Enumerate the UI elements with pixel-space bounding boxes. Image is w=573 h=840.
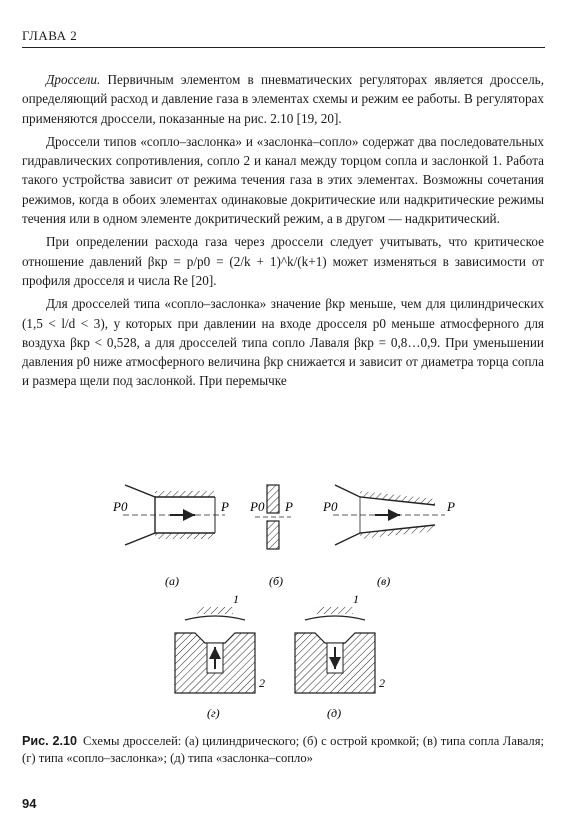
panel-label-g: (г) [207, 706, 220, 720]
paragraph-3 [22, 232, 544, 290]
paragraph-3-text: При определении расхода газа через дроссели следует учитывать, что критическое отношение давлений βкр = p/p0 = (2/k + 1)^k/(k+1) может изменяться в зависимости от профиля дросселя и числа Re [20]. [22, 234, 544, 288]
scheme-flapper-nozzle [295, 592, 385, 693]
paragraph-2-text: Дроссели типов «сопло–заслонка» и «заслонка–сопло» содержат два последовательных гидравлических сопротивления, сопло 2 и канал между торцом сопла и заслонкой 1. Работа такого устройства зависит от режима течения газа в этих элементах. Возможны сочетания режимов, когда в обоих элементах одинаковые докритические или надкритические режимы течения или в одном элементе докритический режим, а в другом — надкритический. [22, 133, 544, 227]
figure-caption [22, 733, 544, 767]
body-text [22, 70, 544, 395]
paragraph-1-lead: Дроссели. [46, 72, 101, 87]
chapter-header: ГЛАВА 2 [22, 28, 78, 43]
caption-label: Рис. 2.10 [22, 734, 78, 748]
label-p0-b: P0 [250, 499, 265, 514]
paragraph-2 [22, 132, 544, 228]
scheme-laval [322, 485, 455, 545]
page-number: 94 [22, 796, 37, 811]
throttle-diagram [95, 475, 495, 725]
paragraph-1 [22, 70, 544, 128]
label-p0-a: P0 [113, 499, 128, 514]
panel-label-d: (д) [327, 706, 342, 720]
part-label-2-g: 2 [259, 676, 265, 690]
label-p-a: P [221, 499, 229, 514]
paragraph-4-text: Для дросселей типа «сопло–заслонка» значение βкр меньше, чем для цилиндрических (1,5 < l/d < 3), у которых при давлении на входе дросселя p0 меньше атмосферного для воздуха βкр < 0,528, а для дросселей типа сопло Лаваля βкр = 0,8…0,9. При уменьшении давления p0 ниже атмосферного величина βкр снижается и зависит от диаметра торца сопла и размера щели под заслонкой. При перемычке [22, 296, 544, 389]
scheme-cylindrical [112, 485, 229, 545]
label-p0-v: P0 [323, 499, 338, 514]
label-p-v: P [447, 499, 455, 514]
scheme-sharp-edge [249, 485, 293, 549]
paragraph-4 [22, 294, 544, 390]
panel-label-b: (б) [269, 574, 284, 588]
header-rule [22, 47, 545, 48]
scheme-nozzle-flapper [175, 592, 265, 693]
caption-text: Схемы дросселей: (а) цилиндрического; (б) с острой кромкой; (в) типа сопла Лаваля; (г) типа «сопло–заслонка»; (д) типа «заслонка–сопло» [22, 734, 544, 765]
paragraph-1-text: Первичным элементом в пневматических регуляторах является дроссель, определяющий расход и давление газа в элементах схемы и режим ее работы. В регуляторах применяются дроссели, показанные на рис. 2.10 [19, 20]. [22, 72, 544, 126]
figure-throttle-schemes [95, 475, 495, 725]
part-label-2-d: 2 [379, 676, 385, 690]
part-label-1-g: 1 [233, 592, 239, 606]
panel-label-v: (в) [377, 574, 391, 588]
part-label-1-d: 1 [353, 592, 359, 606]
panel-label-a: (а) [165, 574, 179, 588]
label-p-b: P [285, 499, 293, 514]
